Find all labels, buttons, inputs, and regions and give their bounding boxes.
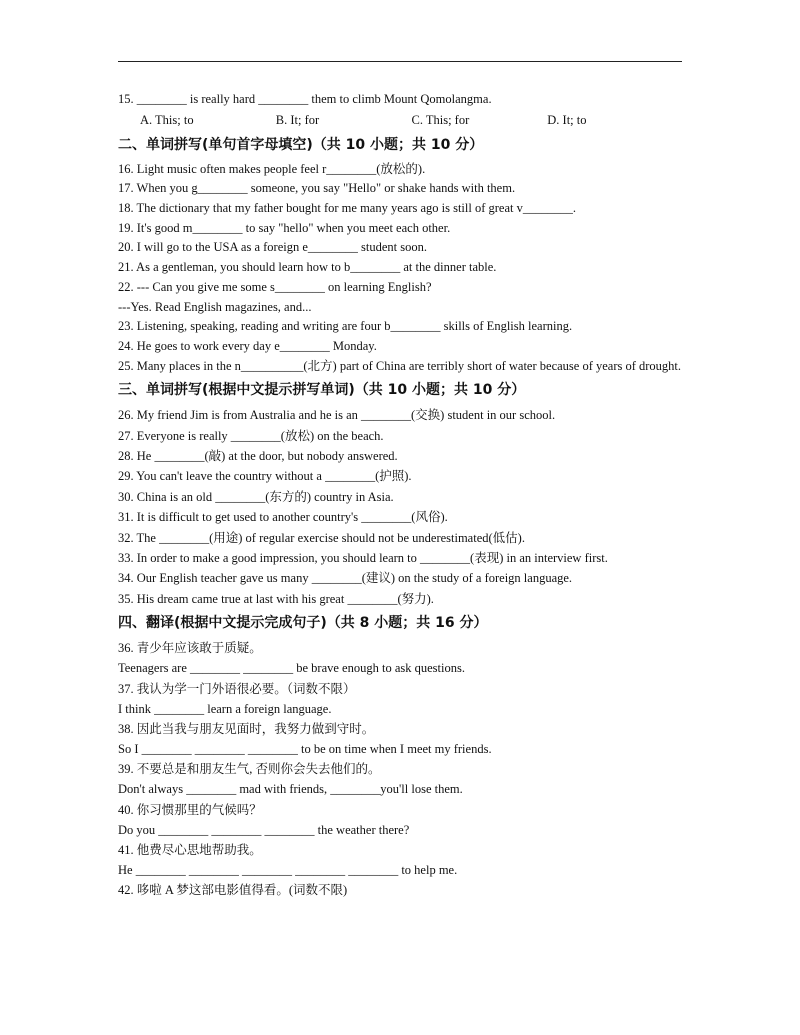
question-15 [118, 90, 683, 131]
question-line: 24. He goes to work every day e________ Monday. [118, 338, 377, 353]
question-line: 21. As a gentleman, you should learn how to b________ at the dinner table. [118, 260, 497, 275]
header-rule [118, 61, 682, 62]
question-line: 32. The ________(用途) of regular exercise should not be underestimated(低估). [118, 530, 525, 545]
section-4-questions [118, 638, 683, 900]
question-line: 28. He ________(敲) at the door, but nobody answered. [118, 449, 398, 464]
question-stem: 15. ________ is really hard ________ them to climb Mount Qomolangma. [118, 92, 492, 106]
option-a[interactable]: A. This; to [140, 112, 194, 127]
option-b[interactable]: B. It; for [275, 112, 320, 127]
question-line: 17. When you g________ someone, you say "Hello" or shake hands with them. [118, 181, 516, 196]
chinese-prompt: 38. 因此当我与朋友见面时，我努力做到守时。 [118, 721, 375, 736]
question-line: 19. It's good m________ to say "hello" when you meet each other. [118, 220, 451, 235]
question-line: 26. My friend Jim is from Australia and he is an ________(交换) student in our school. [118, 408, 556, 423]
question-line: 34. Our English teacher gave us many ________(建议) on the study of a foreign language. [118, 571, 573, 586]
question-line: 25. Many places in the n__________(北方) part of China are terribly short of water because of years of drought. [118, 358, 682, 373]
translation-line: So I ________ ________ ________ to be on time when I meet my friends. [118, 742, 492, 757]
section-2-questions [118, 160, 683, 377]
question-line: 16. Light music often makes people feel r________(放松的). [118, 161, 426, 176]
answer-options [118, 110, 683, 131]
question-line: 33. In order to make a good impression, you should learn to ________(表现) in an interview first. [118, 551, 608, 565]
option-c[interactable]: C. This; for [411, 112, 470, 127]
section-heading-2: 二、单词拼写(单句首字母填空)（共 10 小题；共 10 分） [118, 136, 484, 153]
chinese-prompt: 39. 不要总是和朋友生气, 否则你会失去他们的。 [118, 762, 381, 777]
translation-line: I think ________ learn a foreign language. [118, 701, 332, 716]
translation-line: Teenagers are ________ ________ be brave enough to ask questions. [118, 661, 465, 676]
question-line: 30. China is an old ________(东方的) country in Asia. [118, 489, 394, 504]
question-line: 20. I will go to the USA as a foreign e________ student soon. [118, 240, 427, 255]
question-line: 27. Everyone is really ________(放松) on the beach. [118, 428, 384, 443]
question-line: 18. The dictionary that my father bought for me many years ago is still of great v________. [118, 201, 576, 216]
chinese-prompt: 37. 我认为学一门外语很必要。（词数不限） [118, 681, 356, 696]
section-heading-3: 三、单词拼写(根据中文提示拼写单词)（共 10 小题；共 10 分） [118, 382, 526, 399]
question-line: 22. --- Can you give me some s________ on learning English? [118, 279, 432, 294]
translation-line: Don't always ________ mad with friends, ________you'll lose them. [118, 782, 463, 797]
option-d[interactable]: D. It; to [547, 112, 587, 127]
translation-line: He ________ ________ ________ ________ ________ to help me. [118, 863, 458, 878]
question-line: 23. Listening, speaking, reading and writing are four b________ skills of English learning. [118, 319, 573, 334]
question-line: 35. His dream came true at last with his great ________(努力). [118, 591, 434, 606]
chinese-prompt: 41. 他费尽心思地帮助我。 [118, 843, 262, 858]
section-heading-4: 四、翻译(根据中文提示完成句子)（共 8 小题；共 16 分） [118, 615, 488, 632]
question-line: 31. It is difficult to get used to another country's ________(风俗). [118, 510, 448, 525]
exam-page [118, 90, 683, 901]
chinese-prompt: 36. 青少年应该敢于质疑。 [118, 641, 262, 656]
chinese-prompt: 40. 你习惯那里的气候吗？ [118, 802, 262, 817]
chinese-prompt: 42. 哆啦 A 梦这部电影值得看。(词数不限) [118, 883, 348, 898]
answer-line: ---Yes. Read English magazines, and... [118, 299, 312, 314]
question-line: 29. You can't leave the country without a ________(护照). [118, 469, 412, 484]
section-3-questions [118, 405, 683, 609]
translation-line: Do you ________ ________ ________ the weather there? [118, 822, 410, 837]
